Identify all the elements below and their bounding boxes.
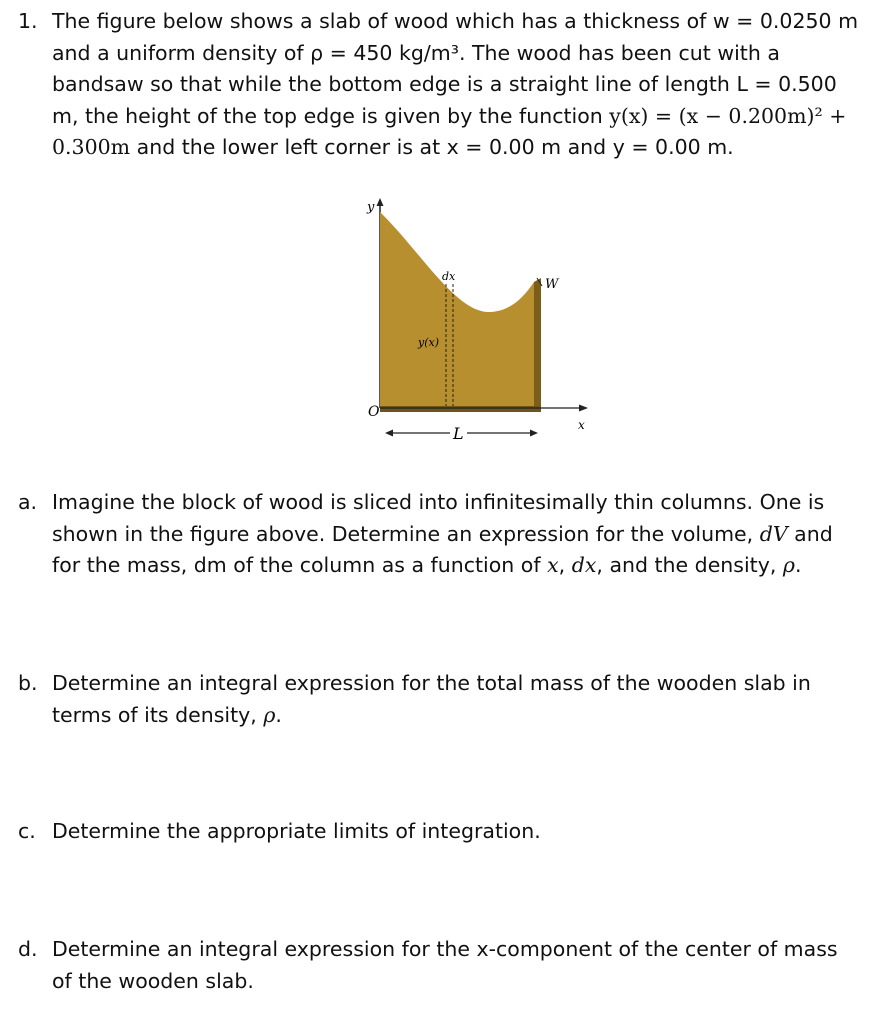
- wood-slab-figure: [360, 196, 600, 446]
- qb-line-1: Determine an integral expression for the total mass of the wooden slab in: [52, 671, 811, 695]
- length-arrowhead-left: [385, 430, 393, 437]
- qc-line-1: Determine the appropriate limits of integration.: [52, 819, 541, 843]
- qa-line-1: Imagine the block of wood is sliced into infinitesimally thin columns. One is: [52, 490, 825, 514]
- part-a-letter: a.: [18, 490, 38, 514]
- wood-slab-side: [534, 278, 541, 412]
- qa-line-2-text: shown in the figure above. Determine an expression for the volume,: [52, 521, 754, 546]
- question-1-text: [52, 6, 872, 164]
- x-axis-label: x: [578, 418, 585, 432]
- qa-line-3-mid: , and the density,: [596, 553, 777, 577]
- q1-line-4-text: m, the height of the top edge is given by the function: [52, 103, 603, 128]
- part-b-text: [52, 668, 872, 731]
- q1-line-4: [52, 101, 872, 133]
- rho-symbol: ρ: [782, 553, 795, 577]
- y-axis-arrow: [377, 198, 384, 206]
- qb-line-2-text: terms of its density,: [52, 702, 257, 727]
- dx-symbol: dx: [571, 553, 597, 577]
- part-d-text: [52, 934, 872, 997]
- origin-label: O: [368, 404, 380, 420]
- rho-symbol: ρ: [263, 702, 276, 727]
- q1-line-1: The figure below shows a slab of wood which has a thickness of w = 0.0250 m: [52, 9, 859, 33]
- part-b-letter: b.: [18, 671, 38, 695]
- volume-symbol: dV: [759, 521, 788, 546]
- qd-line-1: Determine an integral expression for the x-component of the center of mass: [52, 937, 838, 961]
- dx-label: dx: [442, 270, 456, 283]
- y-axis-label: y: [367, 200, 375, 215]
- qa-line-2: [52, 519, 872, 551]
- height-function-constant: 0.300m: [52, 135, 131, 159]
- length-arrowhead-right: [530, 430, 538, 437]
- x-axis-arrow: [579, 405, 588, 412]
- x-symbol: x: [547, 553, 559, 577]
- qa-period: .: [794, 553, 802, 577]
- wood-slab: [380, 212, 534, 408]
- qa-line-2-end: and: [794, 521, 833, 546]
- q1-line-3: bandsaw so that while the bottom edge is a straight line of length L = 0.500: [52, 72, 837, 96]
- question-number: 1.: [18, 9, 38, 33]
- length-label: L: [453, 424, 464, 443]
- qa-line-3: [52, 550, 872, 582]
- qd-line-2: of the wooden slab.: [52, 968, 254, 993]
- qb-period: .: [275, 702, 282, 727]
- q1-line-2: and a uniform density of ρ = 450 kg/m³. The wood has been cut with a: [52, 40, 780, 65]
- qa-line-3-text: for the mass, dm of the column as a function of: [52, 553, 541, 577]
- part-c-text: [52, 816, 872, 848]
- wood-slab-bottom-edge: [380, 406, 541, 412]
- part-d-letter: d.: [18, 937, 38, 961]
- part-c-letter: c.: [18, 819, 36, 843]
- q1-line-5: [52, 132, 872, 164]
- qb-line-2: [52, 700, 872, 732]
- part-a-text: [52, 487, 872, 582]
- qa-comma: ,: [558, 553, 566, 577]
- thickness-label: W: [545, 277, 559, 292]
- y-of-x-label: y(x): [418, 336, 440, 349]
- height-function: y(x) = (x − 0.200m)² +: [609, 103, 847, 128]
- q1-line-5-text: and the lower left corner is at x = 0.00 m and y = 0.00 m.: [136, 135, 734, 159]
